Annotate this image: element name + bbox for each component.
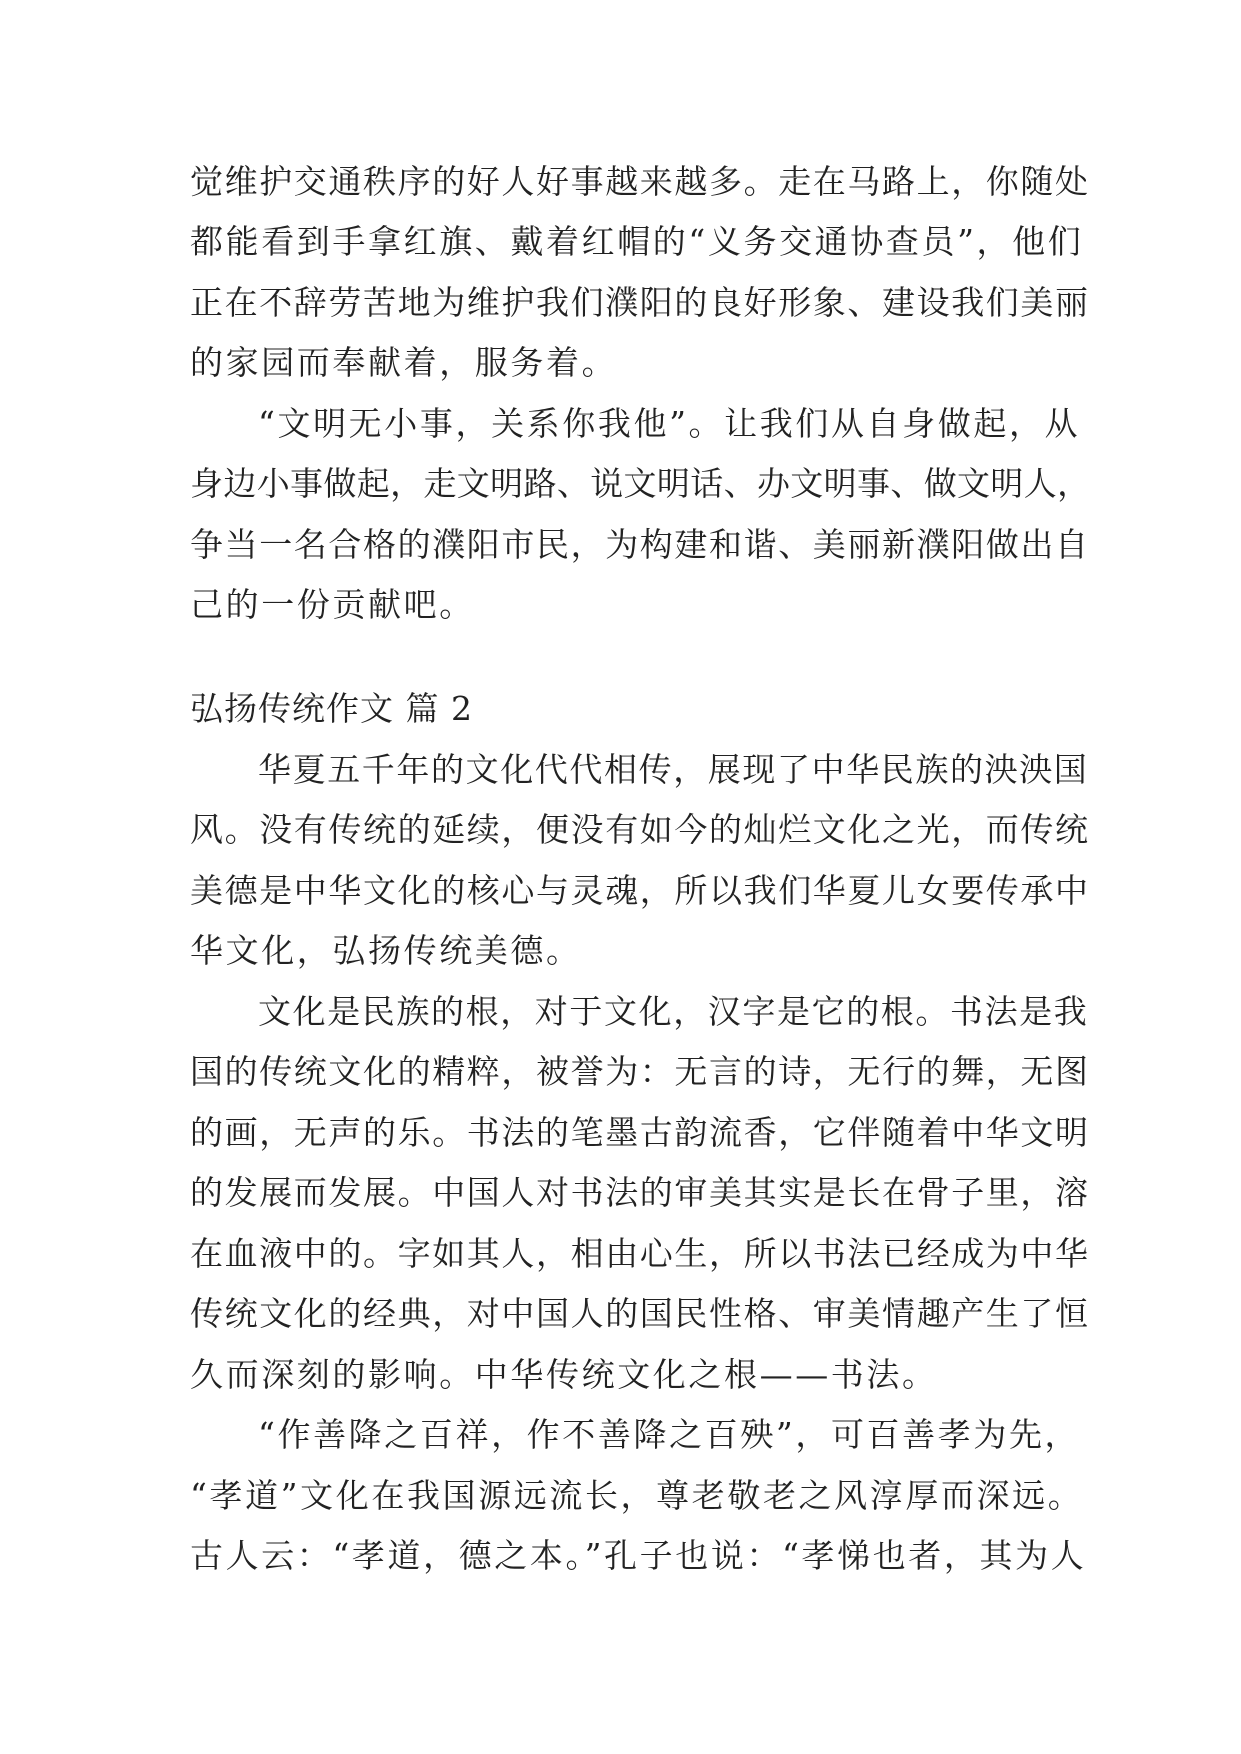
paragraph-2-line-3: 争当一名合格的濮阳市民，为构建和谐、美丽新濮阳做出自 bbox=[190, 525, 1090, 564]
paragraph-1-line-2: 都能看到手拿红旗、戴着红帽的“义务交通协查员”，他们 bbox=[190, 222, 1084, 261]
paragraph-1-line-3: 正在不辞劳苦地为维护我们濮阳的良好形象、建设我们美丽 bbox=[190, 283, 1090, 322]
section-paragraph-1-line-4: 华文化，弘扬传统美德。 bbox=[190, 931, 582, 970]
section-heading: 弘扬传统作文 篇 2 bbox=[190, 689, 473, 728]
section-paragraph-3-line-3: 古人云：“孝道，德之本。”孔子也说：“孝悌也者，其为人 bbox=[190, 1536, 1087, 1575]
section-paragraph-1-line-2: 风。没有传统的延续，便没有如今的灿烂文化之光，而传统 bbox=[190, 810, 1090, 849]
section-paragraph-2-line-1: 文化是民族的根，对于文化，汉字是它的根。书法是我 bbox=[258, 992, 1089, 1031]
section-paragraph-3-line-1: “作善降之百祥，作不善降之百殃”，可百善孝为先， bbox=[258, 1415, 1081, 1454]
section-paragraph-2-line-2: 国的传统文化的精粹，被誉为：无言的诗，无行的舞，无图 bbox=[190, 1052, 1090, 1091]
paragraph-1-line-1: 觉维护交通秩序的好人好事越来越多。走在马路上，你随处 bbox=[190, 162, 1090, 201]
section-paragraph-2-line-3: 的画，无声的乐。书法的笔墨古韵流香，它伴随着中华文明 bbox=[190, 1113, 1090, 1152]
section-paragraph-2-line-7: 久而深刻的影响。中华传统文化之根——书法。 bbox=[190, 1355, 938, 1394]
section-paragraph-3-line-2: “孝道”文化在我国源远流长，尊老敬老之风淳厚而深远。 bbox=[190, 1476, 1084, 1515]
section-paragraph-1-line-3: 美德是中华文化的核心与灵魂，所以我们华夏儿女要传承中 bbox=[190, 871, 1090, 910]
section-paragraph-2-line-5: 在血液中的。字如其人，相由心生，所以书法已经成为中华 bbox=[190, 1234, 1090, 1273]
paragraph-2-line-1: “文明无小事，关系你我他”。让我们从自身做起，从 bbox=[258, 404, 1081, 443]
paragraph-2-line-4: 己的一份贡献吧。 bbox=[190, 585, 475, 624]
section-paragraph-2-line-6: 传统文化的经典，对中国人的国民性格、审美情趣产生了恒 bbox=[190, 1294, 1090, 1333]
paragraph-1-line-4: 的家园而奉献着，服务着。 bbox=[190, 343, 618, 382]
paragraph-2-line-2: 身边小事做起，走文明路、说文明话、办文明事、做文明人， bbox=[190, 464, 1091, 503]
section-paragraph-2-line-4: 的发展而发展。中国人对书法的审美其实是长在骨子里，溶 bbox=[190, 1173, 1090, 1212]
section-paragraph-1-line-1: 华夏五千年的文化代代相传，展现了中华民族的泱泱国 bbox=[258, 750, 1089, 789]
